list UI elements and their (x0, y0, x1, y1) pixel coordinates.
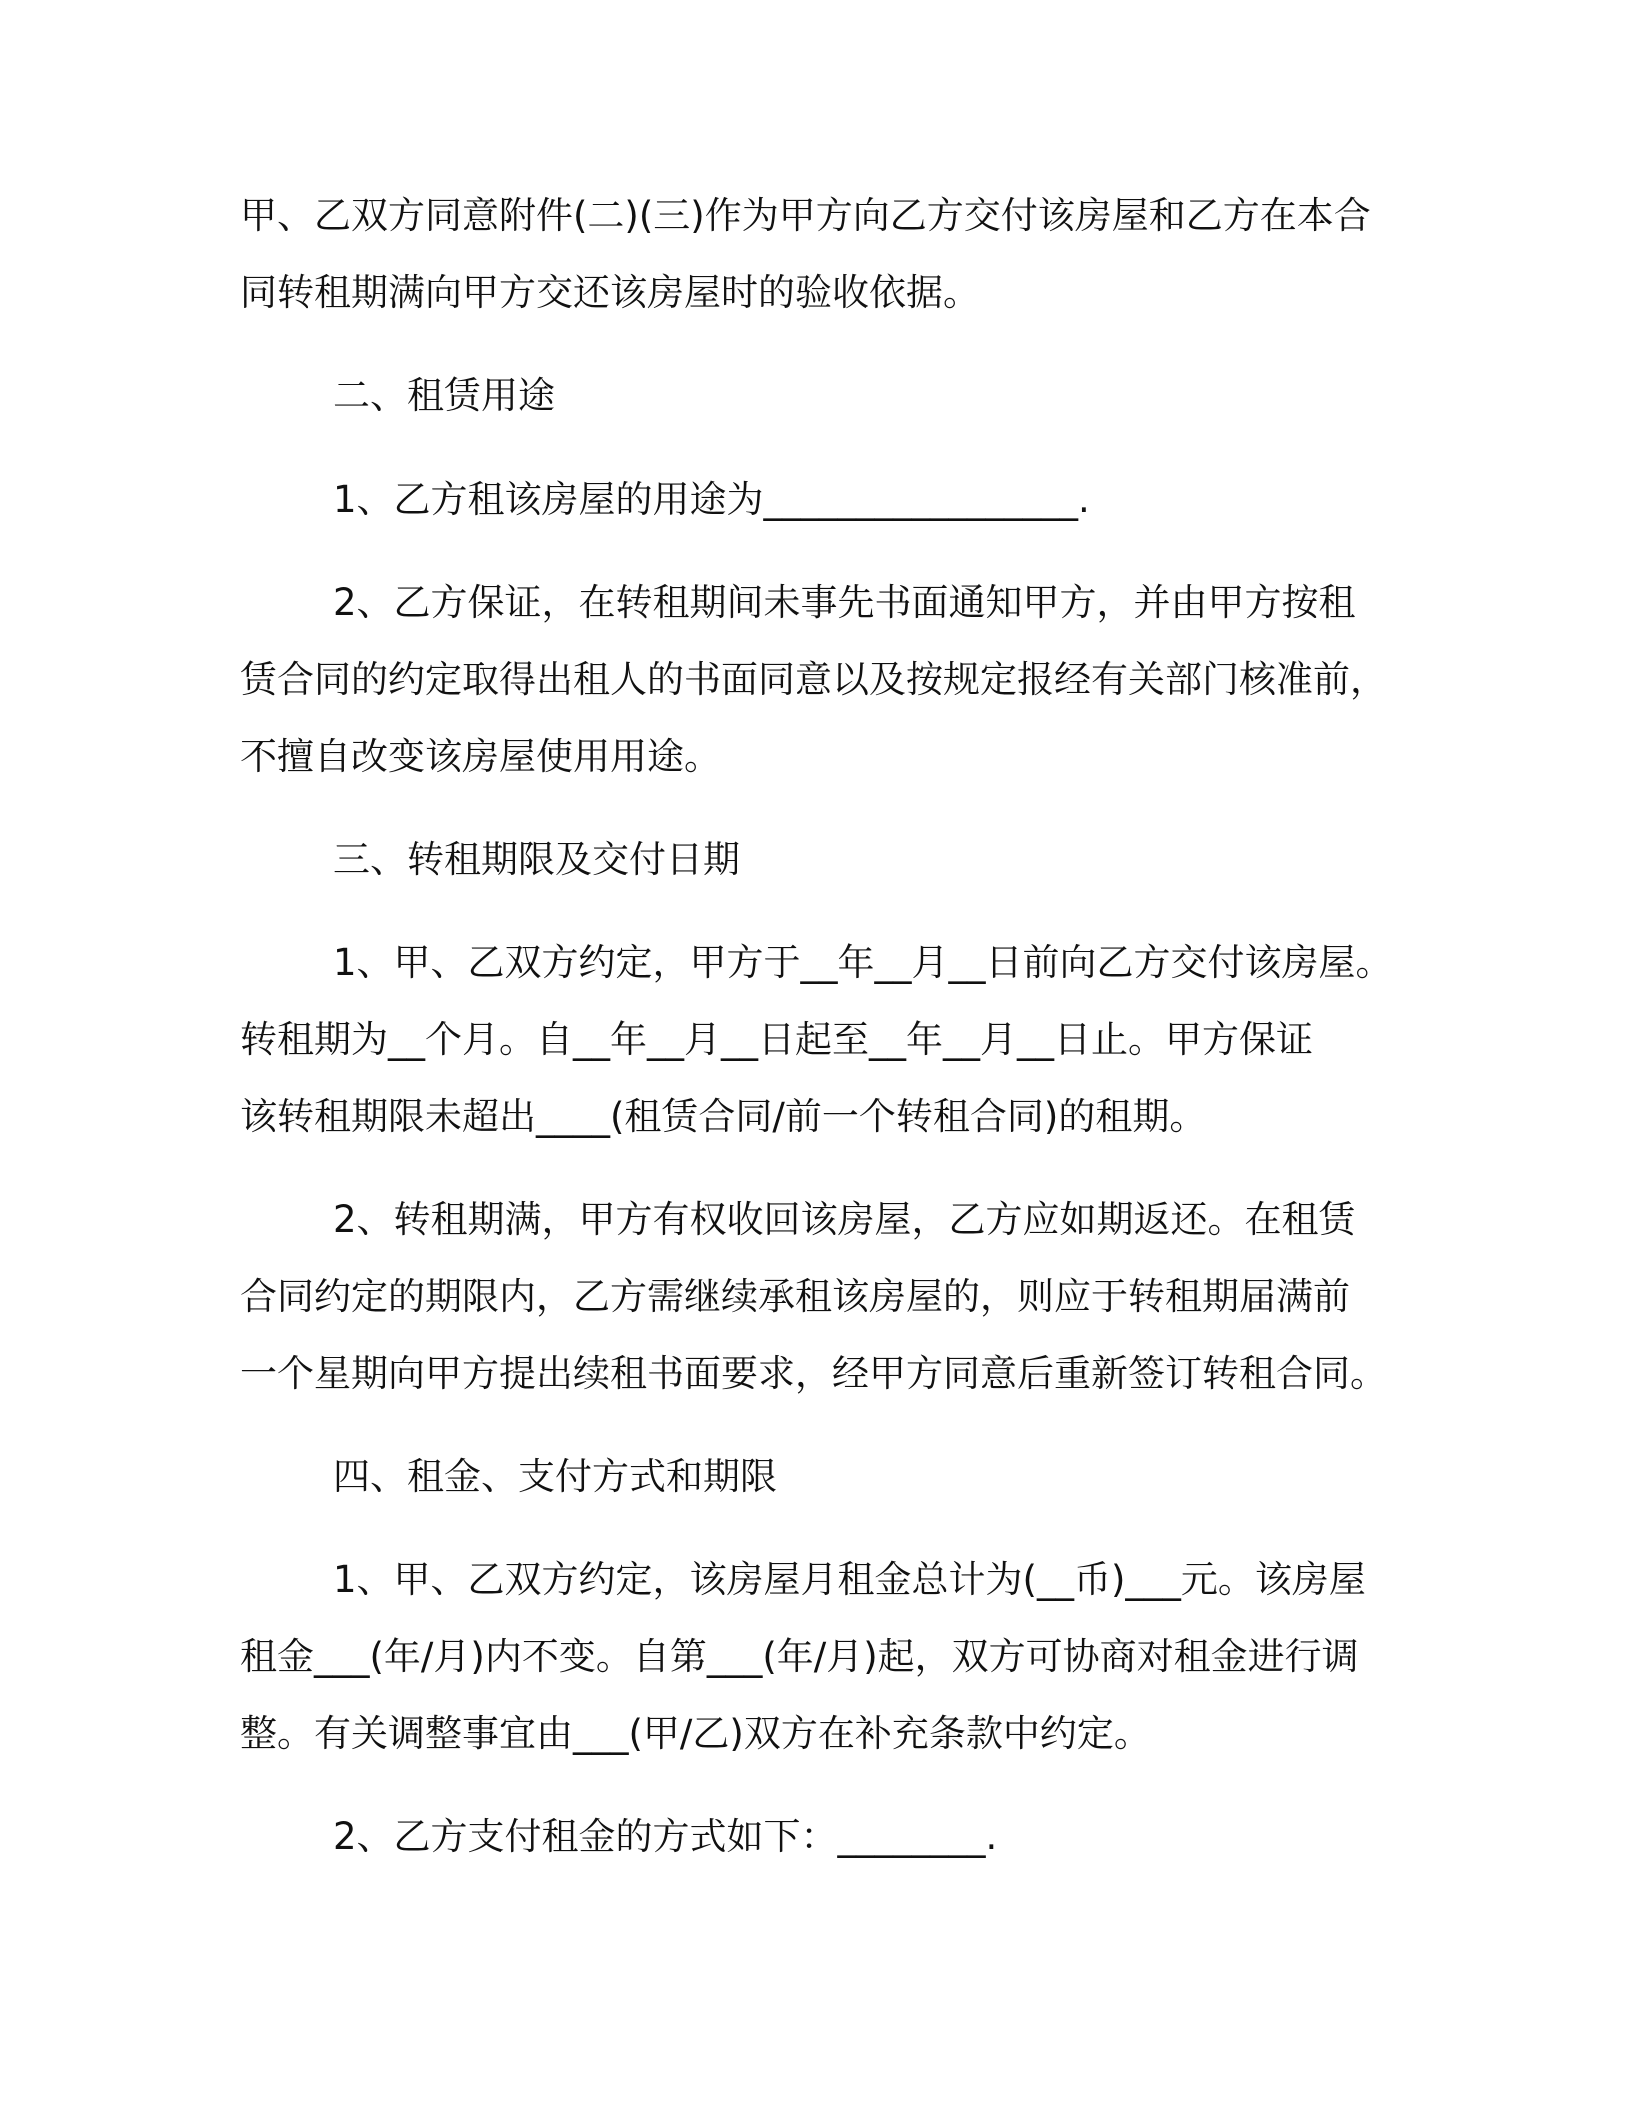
paragraph-line: 转租期为__个月。自__年__月__日起至__年__月__日止。甲方保证 (240, 1018, 1313, 1061)
paragraph-line: 合同约定的期限内，乙方需继续承租该房屋的，则应于转租期届满前 (240, 1275, 1350, 1318)
paragraph-line: 同转租期满向甲方交还该房屋时的验收依据。 (240, 271, 980, 314)
paragraph-line: 甲、乙双方同意附件(二)(三)作为甲方向乙方交付该房屋和乙方在本合 (240, 194, 1371, 237)
paragraph-line: 1、乙方租该房屋的用途为_________________. (333, 478, 1090, 521)
paragraph-line: 2、转租期满，甲方有权收回该房屋，乙方应如期返还。在租赁 (333, 1198, 1356, 1241)
paragraph-line: 该转租期限未超出____(租赁合同/前一个转租合同)的租期。 (240, 1095, 1207, 1138)
paragraph-line: 2、乙方保证，在转租期间未事先书面通知甲方，并由甲方按租 (333, 581, 1356, 624)
paragraph-line: 1、甲、乙双方约定，该房屋月租金总计为(__币)___元。该房屋 (333, 1558, 1366, 1601)
paragraph-line: 整。有关调整事宜由___(甲/乙)双方在补充条款中约定。 (240, 1712, 1151, 1755)
paragraph-line: 2、乙方支付租金的方式如下：________. (333, 1815, 998, 1858)
paragraph-line: 一个星期向甲方提出续租书面要求，经甲方同意后重新签订转租合同。 (240, 1352, 1387, 1395)
paragraph-line: 租金___(年/月)内不变。自第___(年/月)起，双方可协商对租金进行调 (240, 1635, 1359, 1678)
paragraph-line: 赁合同的约定取得出租人的书面同意以及按规定报经有关部门核准前， (240, 658, 1387, 701)
paragraph-line: 1、甲、乙双方约定，甲方于__年__月__日前向乙方交付该房屋。 (333, 941, 1393, 984)
section-heading: 二、租赁用途 (333, 374, 555, 417)
section-heading: 三、转租期限及交付日期 (333, 838, 740, 881)
section-heading: 四、租金、支付方式和期限 (333, 1455, 777, 1498)
paragraph-line: 不擅自改变该房屋使用用途。 (240, 735, 721, 778)
